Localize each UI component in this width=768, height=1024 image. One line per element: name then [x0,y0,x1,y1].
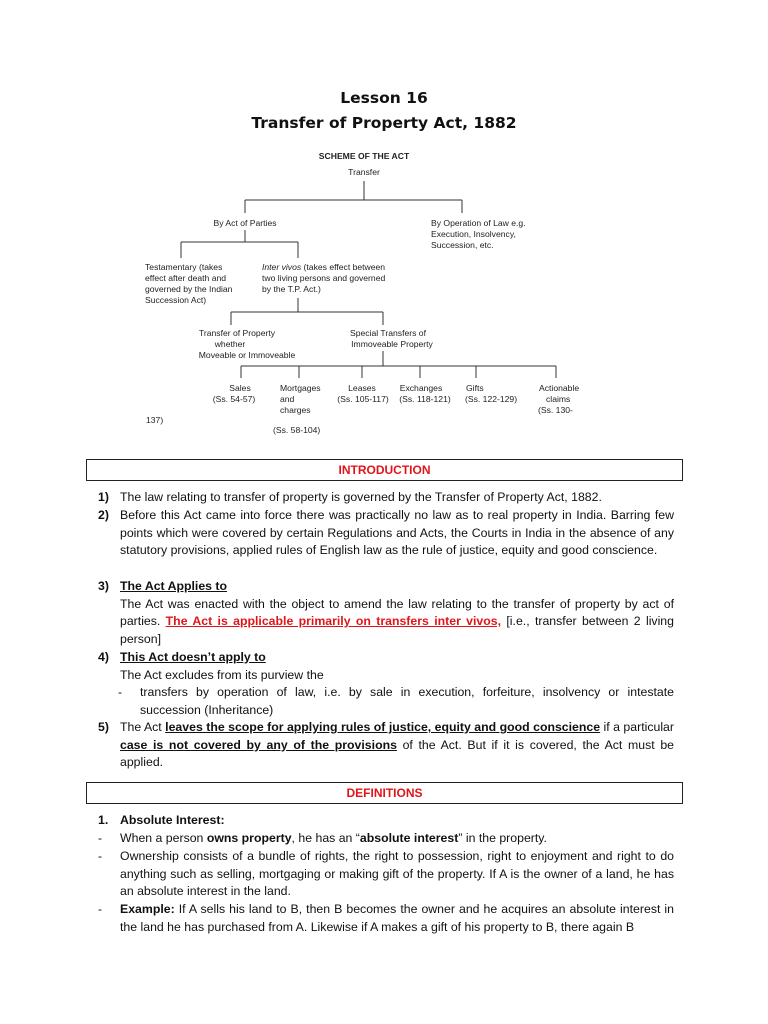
scheme-transfer-of-property [199,328,296,360]
svg-text:Succession, etc.: Succession, etc. [431,240,494,250]
svg-text:Immoveable Property: Immoveable Property [351,339,433,349]
svg-text:governed by the Indian: governed by the Indian [145,284,233,294]
svg-text:Sales: Sales [229,383,251,393]
svg-text:Testamentary (takes: Testamentary (takes [145,262,223,272]
svg-text:Mortgages: Mortgages [280,383,321,393]
svg-text:(Ss. 58-104): (Ss. 58-104) [273,425,321,435]
svg-text:two living persons and governe: two living persons and governed [262,273,386,283]
svg-text:137): 137) [146,415,164,425]
intro-item-number: 5) [98,720,109,734]
intro-point-4-bullet: transfers by operation of law, i.e. by sale in execution, forfeiture, insolvency or intestate succession (Inheritance) [140,685,674,717]
svg-text:Transfer of Property: Transfer of Property [198,328,276,338]
scheme-heading: SCHEME OF THE ACT [318,151,410,161]
intro-point-4-heading: This Act doesn’t apply to [120,650,266,664]
intro-point-2: Before this Act came into force there was practically no law as to real property in India. Barring few points which were covered by certain Regulations and Acts, the Courts in India in the absence of any statutory provisions, applied rules of English law as the rule of justice, equity and good conscience. [120,508,674,558]
bullet-dash: - [118,685,123,699]
scheme-by-act-of-parties: By Act of Parties [213,218,277,228]
scheme-special-transfers [350,328,434,349]
scheme-sales [213,383,256,404]
svg-text:(Ss. 54-57): (Ss. 54-57) [212,394,256,404]
intro-point-3: The Act Applies to The Act was enacted with the object to amend the law relating to the transfer of property by act of parties. The Act is applicable primarily on transfers inter vivos, [i.e., transfer between 2 living person] [120,579,674,646]
definition-bullet-3: Example: If A sells his land to B, then B becomes the owner and he acquires an absolute interest in the land he has purchased from A. Likewise if A makes a gift of his property to B, there again B [120,902,674,934]
svg-text:(Ss. 122-129): (Ss. 122-129) [465,394,518,404]
svg-text:Special Transfers of: Special Transfers of [350,328,426,338]
svg-text:and: and [280,394,295,404]
svg-text:Inter vivos (takes effect betw: Inter vivos (takes effect between [262,262,386,272]
bullet-dash: - [98,831,103,845]
scheme-testamentary [145,262,233,305]
intro-item-number: 3) [98,579,109,593]
intro-item-number: 1) [98,490,109,504]
definition-bullet-2: Ownership consists of a bundle of rights, the right to possession, right to enjoyment and right to do anything such as selling, mortgaging or making gift of the property. If A is the owner of a land, he has an absolute interest in the land. [120,849,674,899]
scheme-by-operation-of-law [431,218,526,250]
svg-text:(Ss. 118-121): (Ss. 118-121) [399,394,451,404]
svg-text:Succession Act): Succession Act) [145,295,207,305]
svg-text:Actionable: Actionable [539,383,580,393]
scheme-diagram [0,0,768,440]
svg-text:By Operation of Law e.g.: By Operation of Law e.g. [431,218,526,228]
definition-absolute-interest-heading: Absolute Interest: [120,813,225,827]
scheme-root: Transfer [348,167,380,177]
definition-number: 1. [98,813,109,827]
svg-text:whether: whether [214,339,246,349]
svg-text:charges: charges [280,405,311,415]
scheme-mortgages [273,383,321,435]
scheme-gifts [465,383,517,404]
definition-bullet-1: When a person owns property, he has an “absolute interest” in the property. [120,831,547,845]
intro-item-number: 2) [98,508,109,522]
intro-point-4: This Act doesn’t apply to The Act excludes from its purview the [120,650,324,682]
lesson-number: Lesson 16 [340,89,428,107]
svg-text:Moveable or Immoveable: Moveable or Immoveable [198,350,296,360]
intro-point-5: The Act leaves the scope for applying rules of justice, equity and good conscience if a particular case is not covered by any of the provisions of the Act. But if it is covered, the Act must be applied. [120,720,674,770]
svg-text:(Ss. 130-: (Ss. 130- [538,405,573,415]
intro-item-number: 4) [98,650,109,664]
definitions-heading: DEFINITIONS [86,782,683,804]
svg-text:by the T.P. Act.): by the T.P. Act.) [262,284,321,294]
scheme-exchanges [399,383,451,404]
svg-text:claims: claims [546,394,571,404]
introduction-heading: INTRODUCTION [86,459,683,481]
bullet-dash: - [98,849,103,863]
svg-text:Leases: Leases [348,383,376,393]
scheme-inter-vivos [262,262,385,294]
svg-text:(Ss. 105-117): (Ss. 105-117) [337,394,389,404]
inter-vivos-highlight: The Act is applicable primarily on transfers inter vivos, [165,614,502,629]
bullet-dash: - [98,902,103,916]
scheme-leases [337,383,389,404]
svg-text:Exchanges: Exchanges [399,383,443,393]
page-title: Transfer of Property Act, 1882 [251,114,517,132]
intro-point-1: The law relating to transfer of property is governed by the Transfer of Property Act, 1882. [120,490,602,504]
intro-point-3-heading: The Act Applies to [120,579,228,593]
svg-text:Gifts: Gifts [466,383,484,393]
svg-text:Execution, Insolvency,: Execution, Insolvency, [431,229,516,239]
svg-text:effect after death and: effect after death and [145,273,227,283]
